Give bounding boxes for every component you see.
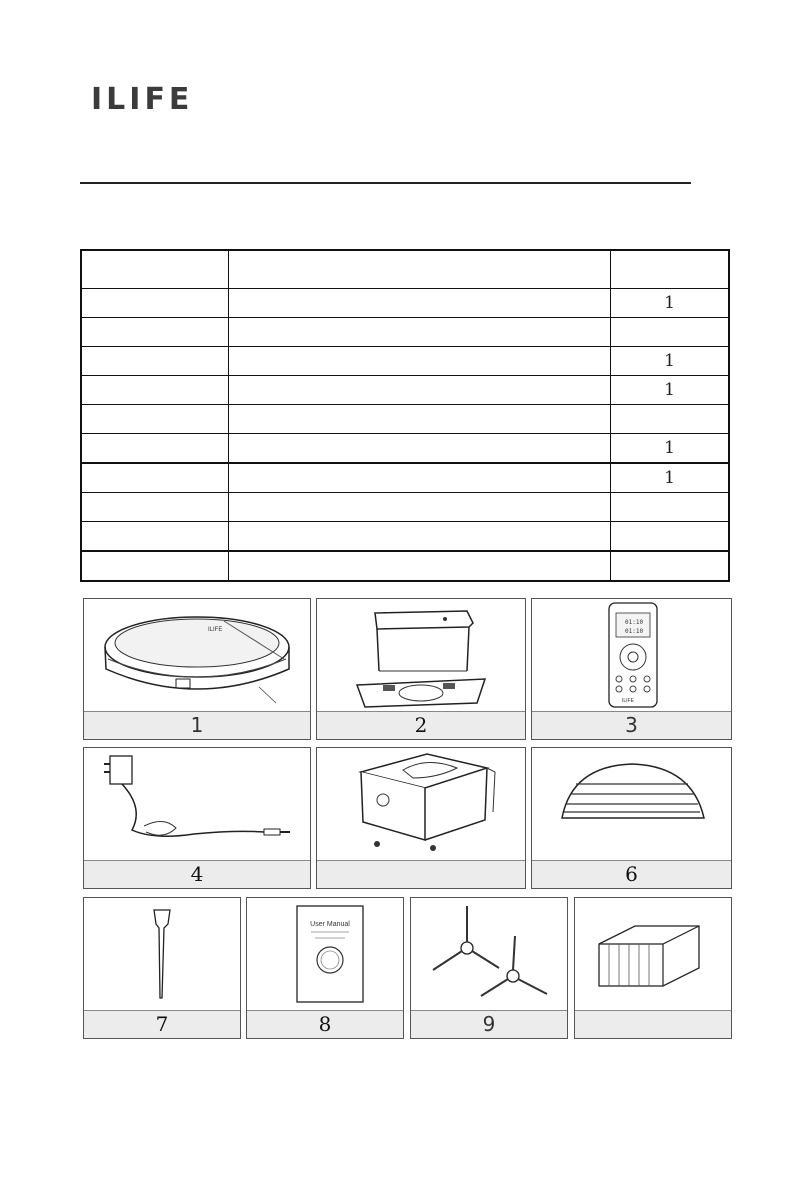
- mop-pad-icon: [532, 748, 731, 860]
- side-brush-icon: [411, 898, 567, 1010]
- brand-logo: ILIFE: [91, 82, 194, 117]
- figure-remote-control: [531, 598, 732, 740]
- svg-text:01:10: 01:10: [625, 619, 644, 626]
- cleaning-tool-icon: [84, 898, 240, 1010]
- figure-number: 7: [84, 1010, 240, 1038]
- figure-number: 4: [84, 860, 310, 888]
- figure-side-brush: [410, 897, 568, 1039]
- qty-cell: [611, 551, 730, 581]
- water-tank-icon: [317, 748, 525, 860]
- figure-water-tank: [316, 747, 526, 889]
- figure-number: 6: [532, 860, 731, 888]
- table-row: [81, 289, 729, 318]
- table-row: [81, 493, 729, 522]
- qty-cell: [611, 250, 730, 289]
- qty-cell: 1: [611, 376, 730, 405]
- qty-cell: 1: [611, 289, 730, 318]
- figure-number: [575, 1010, 731, 1038]
- hepa-filter-icon: [575, 898, 731, 1010]
- figure-hepa-filter: [574, 897, 732, 1039]
- qty-cell: 1: [611, 347, 730, 376]
- figure-number: 2: [317, 711, 525, 739]
- figure-power-adapter: [83, 747, 311, 889]
- figure-cleaning-tool: [83, 897, 241, 1039]
- figure-number: 1: [84, 711, 310, 739]
- qty-cell: [611, 522, 730, 552]
- table-row: [81, 434, 729, 464]
- svg-text:01:10: 01:10: [625, 628, 644, 635]
- svg-text:ILIFE: ILIFE: [622, 698, 634, 704]
- figure-number: [317, 860, 525, 888]
- power-adapter-icon: [84, 748, 310, 860]
- figure-robot-vacuum: [83, 598, 311, 740]
- remote-control-icon: [532, 599, 731, 711]
- qty-cell: [611, 493, 730, 522]
- manual-title: User Manual: [310, 921, 350, 928]
- qty-cell: [611, 405, 730, 434]
- charging-dock-icon: [317, 599, 525, 711]
- parts-table: [80, 249, 730, 582]
- table-row: [81, 551, 729, 581]
- table-row: [81, 522, 729, 552]
- figure-number: 3: [532, 711, 731, 739]
- robot-vacuum-icon: [84, 599, 310, 711]
- figure-charging-dock: [316, 598, 526, 740]
- figure-number: 8: [247, 1010, 403, 1038]
- table-row: [81, 405, 729, 434]
- figure-user-manual: [246, 897, 404, 1039]
- table-row: [81, 250, 729, 289]
- qty-cell: 1: [611, 463, 730, 493]
- table-row: [81, 318, 729, 347]
- figure-number: 9: [411, 1010, 567, 1038]
- qty-cell: 1: [611, 434, 730, 464]
- table-row: [81, 376, 729, 405]
- section-divider: [80, 182, 691, 184]
- figure-mop-pad: [531, 747, 732, 889]
- table-row: [81, 347, 729, 376]
- user-manual-icon: [247, 898, 403, 1010]
- qty-cell: [611, 318, 730, 347]
- svg-text:ILIFE: ILIFE: [208, 627, 223, 633]
- table-row: [81, 463, 729, 493]
